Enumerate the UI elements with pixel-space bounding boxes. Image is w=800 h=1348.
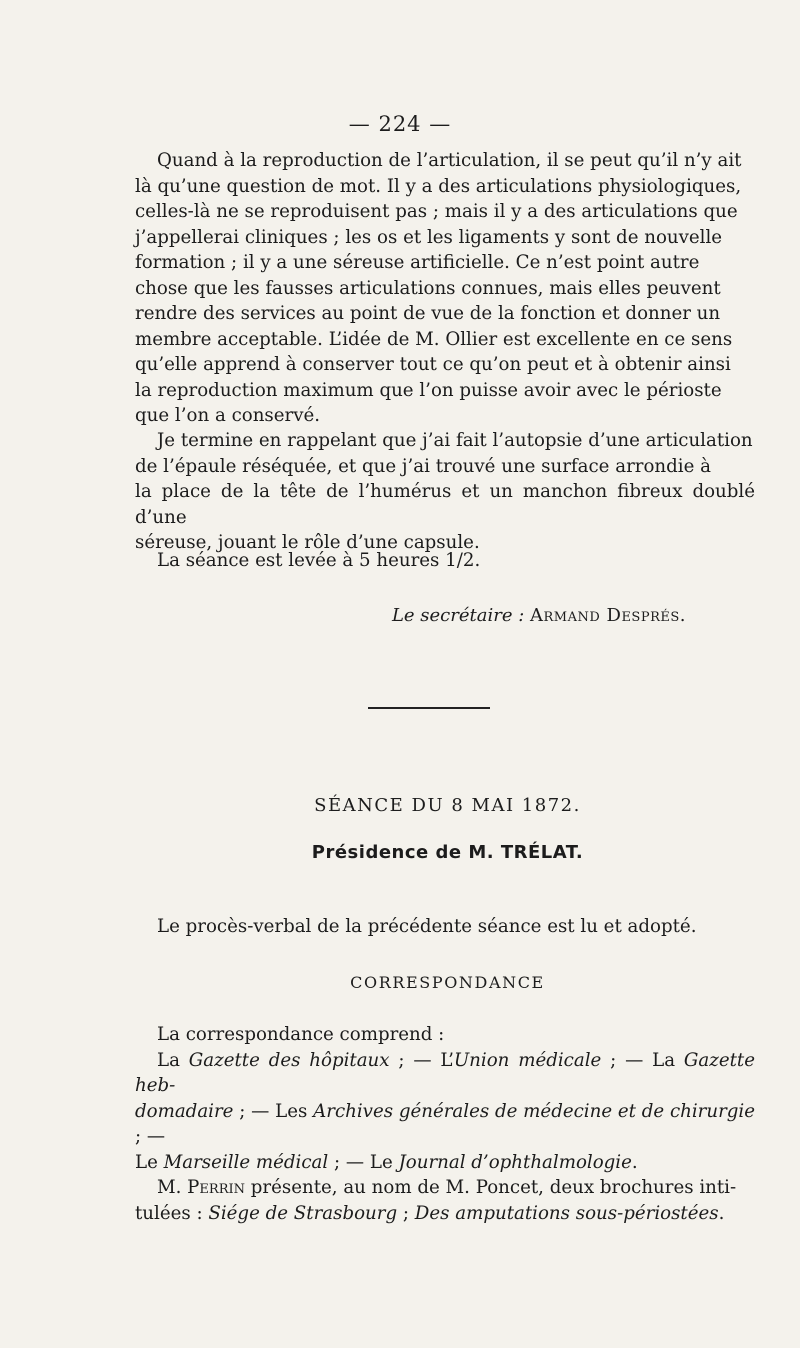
text-line: tulées : Siége de Strasbourg ; Des amputations sous-périostées. (135, 1202, 725, 1224)
signature-name: Armand Després. (530, 605, 686, 626)
text-line: Le Marseille médical ; — Le Journal d’ophthalmologie. (135, 1151, 638, 1173)
paragraph-reproduction (135, 148, 755, 429)
text-line: domadaire ; — Les Archives générales de médecine et de chirurgie ; — (135, 1100, 755, 1147)
signature-label: Le secrétaire : (391, 605, 525, 626)
closing-line: La séance est levée à 5 heures 1/2. (157, 550, 481, 571)
text-line: M. Perrin présente, au nom de M. Poncet, deux brochures inti- (157, 1177, 737, 1198)
member-name: M. Perrin (157, 1177, 245, 1198)
text-line: Quand à la reproduction de l’articulation, il se peut qu’il n’y ait (157, 150, 742, 171)
text-line: Je termine en rappelant que j’ai fait l’autopsie d’une articulation (157, 430, 753, 451)
section-divider (368, 707, 490, 709)
text-line: là qu’une question de mot. Il y a des articulations physiologiques, (135, 175, 742, 197)
page-number: — 224 — (348, 112, 452, 136)
text-line: membre acceptable. L’idée de M. Ollier est excellente en ce sens (135, 328, 733, 350)
text-line: j’appellerai cliniques ; les os et les ligaments y sont de nouvelle (135, 226, 723, 248)
text-line: qu’elle apprend à conserver tout ce qu’on peut et à obtenir ainsi (135, 354, 731, 375)
text-line: la place de la tête de l’humérus et un manchon fibreux doublé d’une (135, 481, 755, 528)
section-heading: CORRESPONDANCE (350, 973, 545, 992)
text-line: chose que les fausses articulations connues, mais elles peuvent (135, 277, 721, 299)
paragraph-autopsie (135, 428, 755, 556)
text-line: de l’épaule réséquée, et que j’ai trouvé une surface arrondie à (135, 455, 711, 477)
text-line: celles-là ne se reproduisent pas ; mais il y a des articulations que (135, 201, 738, 222)
text-line: La Gazette des hôpitaux ; — L’Union médicale ; — La Gazette heb- (135, 1049, 755, 1096)
text-line: séreuse, jouant le rôle d’une capsule. (135, 532, 480, 553)
seance-title: SÉANCE DU 8 MAI 1872. (314, 795, 581, 816)
text-line: rendre des services au point de vue de la fonction et donner un (135, 303, 721, 324)
text-line: la reproduction maximum que l’on puisse avoir avec le périoste (135, 379, 722, 401)
correspondance-block (135, 1022, 755, 1226)
signature (0, 605, 686, 626)
corr-intro: La correspondance comprend : (157, 1024, 445, 1045)
minutes-line: Le procès-verbal de la précédente séance est lu et adopté. (157, 916, 697, 937)
presidence-line: Présidence de M. TRÉLAT. (311, 842, 584, 863)
text-line: que l’on a conservé. (135, 405, 321, 426)
text-line: formation ; il y a une séreuse artificielle. Ce n’est point autre (135, 252, 700, 273)
